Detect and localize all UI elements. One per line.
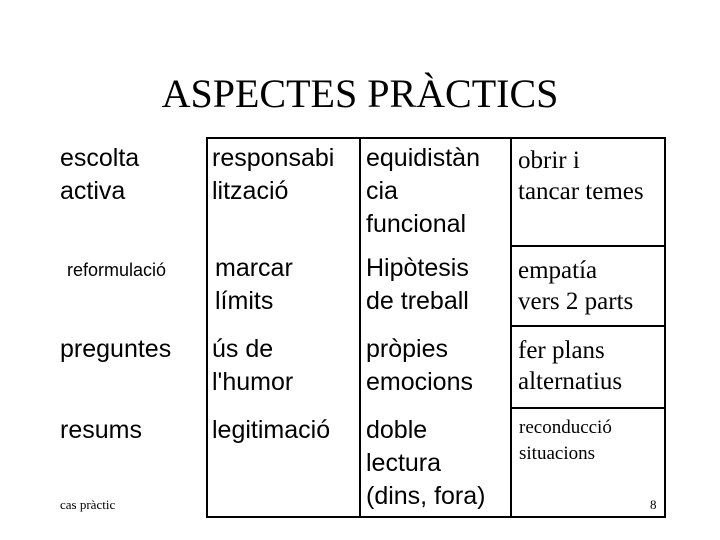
cell-resums: resums bbox=[60, 416, 142, 444]
cell-reconduccio-situacions: reconducció situacions bbox=[519, 417, 612, 464]
cell-marcar-limits: marcar límits bbox=[215, 254, 293, 315]
cell-preguntes: preguntes bbox=[60, 335, 172, 363]
cell-doble-lectura: doble lectura (dins, fora) bbox=[366, 416, 486, 510]
cell-propies-emocions: pròpies emocions bbox=[366, 335, 473, 396]
cell-cas-practic: cas pràctic bbox=[60, 497, 116, 512]
table-border-bottom bbox=[206, 516, 666, 518]
slide-title: ASPECTES PRÀCTICS bbox=[161, 71, 559, 116]
page-number: 8 bbox=[650, 497, 657, 512]
cell-obrir-i-tancar-temes: obrir i tancar temes bbox=[518, 147, 644, 205]
table-border-left-col2 bbox=[206, 137, 208, 518]
cell-responsabilitzacio: responsabi lització bbox=[212, 144, 335, 205]
cell-reformulacio: reformulació bbox=[67, 260, 167, 280]
table-border-left-col4 bbox=[510, 137, 512, 518]
table-row-divider bbox=[510, 407, 666, 409]
table-row-divider bbox=[510, 245, 666, 247]
cell-us-de-lhumor: ús de l'humor bbox=[212, 335, 294, 396]
table-border-right bbox=[664, 137, 666, 518]
table-border-top bbox=[206, 137, 666, 139]
cell-escolta-activa: escolta activa bbox=[60, 144, 140, 205]
cell-hipotesis-de-treball: Hipòtesis de treball bbox=[366, 254, 469, 315]
cell-empatia-vers-2-parts: empatía vers 2 parts bbox=[518, 257, 634, 315]
cell-legitimacio: legitimació bbox=[212, 416, 331, 444]
table-row-divider bbox=[510, 325, 666, 327]
cell-fer-plans-alternatius: fer plans alternatius bbox=[518, 337, 623, 395]
cell-equidistancia-funcional: equidistàn cia funcional bbox=[366, 144, 480, 238]
practical-aspects-table bbox=[53, 137, 666, 518]
table-border-left-col3 bbox=[359, 137, 361, 518]
